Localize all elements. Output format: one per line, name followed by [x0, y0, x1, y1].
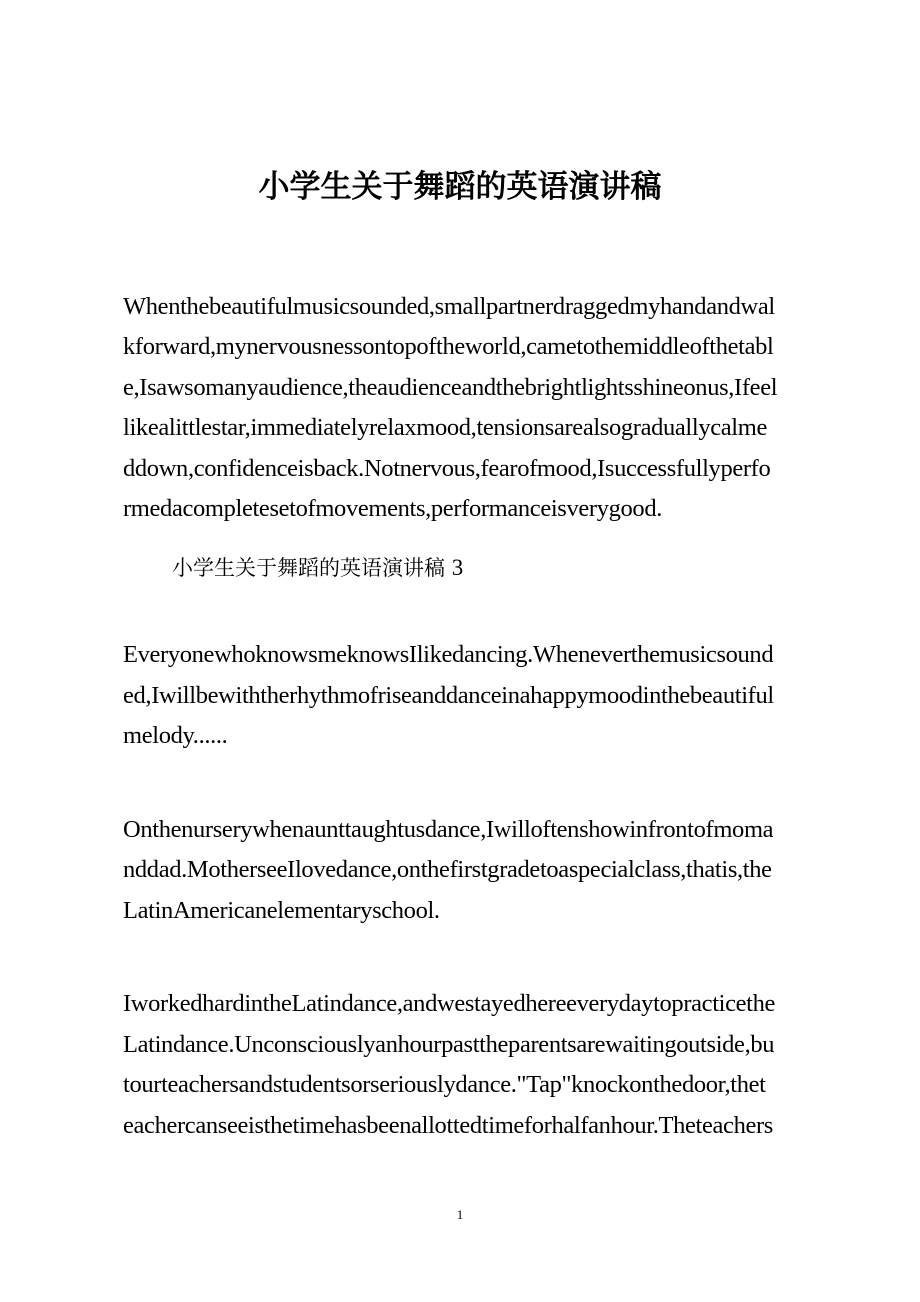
paragraph-line: eachercanseeisthetimehasbeenallottedtimeforhalfanhour.Theteachers: [123, 1112, 773, 1139]
section-heading-number: 3: [451, 555, 464, 580]
paragraph-line: Whenthebeautifulmusicsounded,smallpartnerdraggedmyhandandwal: [123, 293, 775, 320]
section-heading-text: 小学生关于舞蹈的英语演讲稿: [172, 556, 445, 580]
document-title: 小学生关于舞蹈的英语演讲稿: [258, 169, 662, 205]
paragraph-line: Latindance.Unconsciouslyanhourpasttheparentsarewaitingoutside,bu: [123, 1031, 775, 1058]
paragraph-line: kforward,mynervousnessontopoftheworld,cametothemiddleofthetabl: [123, 333, 774, 360]
page-number: 1: [456, 1207, 464, 1222]
paragraph-line: LatinAmericanelementaryschool.: [123, 897, 440, 924]
section-heading: [172, 553, 463, 583]
paragraph-line: tourteachersandstudentsorseriouslydance."Tap"knockonthedoor,thet: [123, 1071, 766, 1098]
paragraph-line: ddown,confidenceisback.Notnervous,fearofmood,Isuccessfullyperfo: [123, 455, 771, 482]
paragraph-line: IworkedhardintheLatindance,andwestayedhereeverydaytopracticethe: [123, 990, 776, 1017]
paragraph-line: melody......: [123, 722, 228, 749]
paragraph-line: Onthenurserywhenaunttaughtusdance,Iwilloftenshowinfrontofmoma: [123, 816, 774, 843]
paragraph-line: e,Isawsomanyaudience,theaudienceandthebrightlightsshineonus,Ifeel: [123, 374, 778, 401]
paragraph-line: ed,Iwillbewiththerhythmofriseanddanceinahappymoodinthebeautiful: [123, 682, 774, 709]
paragraph-line: rmedacompletesetofmovements,performanceisverygood.: [123, 495, 662, 522]
paragraph-line: nddad.MotherseeIlovedance,onthefirstgradetoaspecialclass,thatis,the: [123, 856, 772, 883]
paragraph-line: likealittlestar,immediatelyrelaxmood,tensionsarealsograduallycalme: [123, 414, 767, 441]
paragraph-line: EveryonewhoknowsmeknowsIlikedancing.Wheneverthemusicsound: [123, 641, 774, 668]
